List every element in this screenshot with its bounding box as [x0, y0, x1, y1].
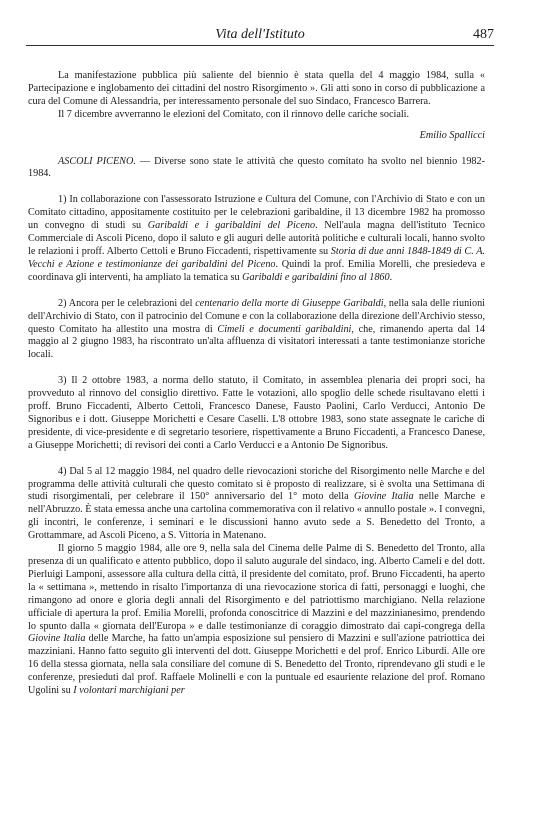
running-header — [26, 25, 494, 46]
text-run: 1) In collaborazione con l'assessorato Istruzione e Cultura del Comune, con l'Archivio di Stato e con un Comitato cittadino, appositamente costituito per le celebrazioni garibaldine, il 13 dicembre 1982 ha promosso un convegno di studi su — [28, 194, 485, 232]
ascoli-intro-paragraph — [28, 156, 485, 182]
italic-title: Giovine Italia — [353, 491, 414, 503]
text-run: , che, rimanendo aperta dal 14 maggio al 2 giugno 1983, ha riscontrato un'alta affluenza di visitatori interessati a tante testimonianze storiche locali. — [28, 323, 486, 361]
text-run: . Nell'aula magna dell'istituto Tecnico Commerciale di Ascoli Piceno, dopo il saluto e gli auguri delle autorità politiche e culturali locali, hanno svolto le relazioni i proff. Alberto Cettoli e Bruno Ficcadenti, rispettivamente su — [28, 220, 486, 257]
text-run: nelle Marche e nell'Abruzzo. È stata emessa anche una cartolina commemorativa con il relativo « annullo postale ». I convegni, gli incontri, le conferenze, i seminari e le discussioni hanno avuto sede a S. Benedetto del Tronto, a Grottammare, ad Ascoli Piceno, a S. Vittoria in Matenano. — [28, 491, 485, 542]
body-text — [28, 70, 485, 698]
text-run: delle Marche, ha fatto un'ampia esposizione sul pensiero di Mazzini e sull'azione patriottica dei mazziniani. Hanno fatto seguito gli interventi del dott. Giuseppe Morichetti e del prof. Enrico Liburdi. Alle ore 16 della stessa giornata, nella sala consiliare del comune di S. Benedetto del Tronto, riprendevano gli studi e le conferenze, presieduti dal prof. Raffaele Molinelli e con la puntuale ed esauriente relazione del prof. Romano Ugolini su — [28, 633, 485, 697]
ascoli-item-1 — [28, 194, 485, 284]
ascoli-item-3: 3) Il 2 ottobre 1983, a norma dello statuto, il Comitato, in assemblea plenaria dei propri soci, ha provveduto al rinnovo del consiglio direttivo. Fatte le votazioni, allo spoglio delle schede risultavano eletti i proff. Bruno Ficcadenti, Alberto Cettoli, Francesco Danese, Fausto Paolini, Carlo Verducci, Antonio De Signoribus e i dott. Giuseppe Morichetti e Cesare Caselli. L'8 ottobre 1983, sono state assegnate le cariche di presidente, di vice-presidente e di segretario tesoriere, rispettivamente a Bruno Ficcadenti, a Francesco Danese, a Giuseppe Morichetti; di revisori dei conti a Carlo Verducci e a Antonio De Signoribus. — [28, 375, 485, 451]
paragraph-alessandria-elections: Il 7 dicembre avverranno le elezioni del Comitato, con il rinnovo delle cariche sociali. — [58, 108, 410, 120]
author-signature: Emilio Spallicci — [419, 129, 485, 141]
italic-title: Storia di due anni 1848-1849 di C. A. Vecchi e Azione e testimonianze dei garibaldini del Piceno — [28, 245, 485, 270]
paragraph-alessandria-event: La manifestazione pubblica più saliente del biennio è stata quella del 4 maggio 1984, sulla « Partecipazione e inglobamento dei cittadini del nostro Risorgimento ». Gli atti sono in corso di pubblicazione a cura del Comune di Alessandria, per interessamento personale del suo Sindaco, Francesco Barrera. — [28, 70, 485, 107]
text-run: 4) Dal 5 al 12 maggio 1984, nel quadro delle rievocazioni storiche del Risorgimento nelle Marche e del programma delle attività culturali che questo comitato si è proposto di realizzare, si è svolta una Settimana di studi risorgimentali, per celebrare il 150° anniversario del 1° moto della — [28, 465, 485, 503]
italic-title: centenario della morte di Giuseppe Garibaldi — [195, 297, 384, 309]
ascoli-item-4 — [28, 466, 485, 543]
text-run: , nella sala delle riunioni dell'Archivio di Stato, con il patrocinio del Comune e con la collaborazione della direzione dell'Archivio stesso, questo Comitato ha allestito una mostra di — [28, 297, 486, 335]
ascoli-item-5 — [28, 543, 485, 698]
text-run: Il giorno 5 maggio 1984, alle ore 9, nella sala del Cinema delle Palme di S. Benedetto del Tronto, alla presenza di un qualificato e attento pubblico, dopo il saluto augurale del sindaco, ing. Alberto Cameli e del dott. Pierluigi Lamponi, assessore alla cultura della città, il presidente del comitato, prof. Bruno Ficcadenti, ha aperto la « settimana », mettendo in risalto l'importanza di una rievocazione storica di fatti, personaggi e luoghi, che rimangono ad onore e gloria degli annali del Risorgimento e del patriottismo marchigiano. Nella relazione ufficiale di apertura la prof. Emilia Morelli, profonda conoscitrice di Mazzini e del mazzinianesimo, prendendo lo spunto dalla « giornata dell'Europa » e dalle testimonianze di coraggio dimostrato dai capi-congrega della — [28, 543, 485, 632]
text-run: . Quindi la prof. Emilia Morelli, che presiedeva e coordinava gli interventi, ha ampliato la tematica su — [28, 258, 485, 283]
italic-title: Giovine Italia — [28, 633, 86, 645]
text-run: . — [389, 271, 393, 283]
ascoli-item-2 — [28, 298, 485, 363]
italic-title: Cimeli e documenti garibaldini — [217, 323, 352, 335]
section-heading-ascoli-piceno: ASCOLI PICENO. — [58, 155, 136, 167]
italic-title: Garibaldi e i garibaldini del Piceno — [147, 220, 316, 232]
page-number: 487 — [473, 27, 494, 42]
running-title: Vita dell'Istituto — [215, 27, 305, 42]
text-run: 2) Ancora per le celebrazioni del — [58, 297, 196, 309]
italic-title: Garibaldi e garibaldini fino al 1860 — [242, 271, 390, 283]
ascoli-intro-text: — Diverse sono state le attività che questo comitato ha svolto nel biennio 1982-1984. — [28, 155, 486, 180]
italic-title: I volontari marchigiani per — [73, 685, 185, 697]
